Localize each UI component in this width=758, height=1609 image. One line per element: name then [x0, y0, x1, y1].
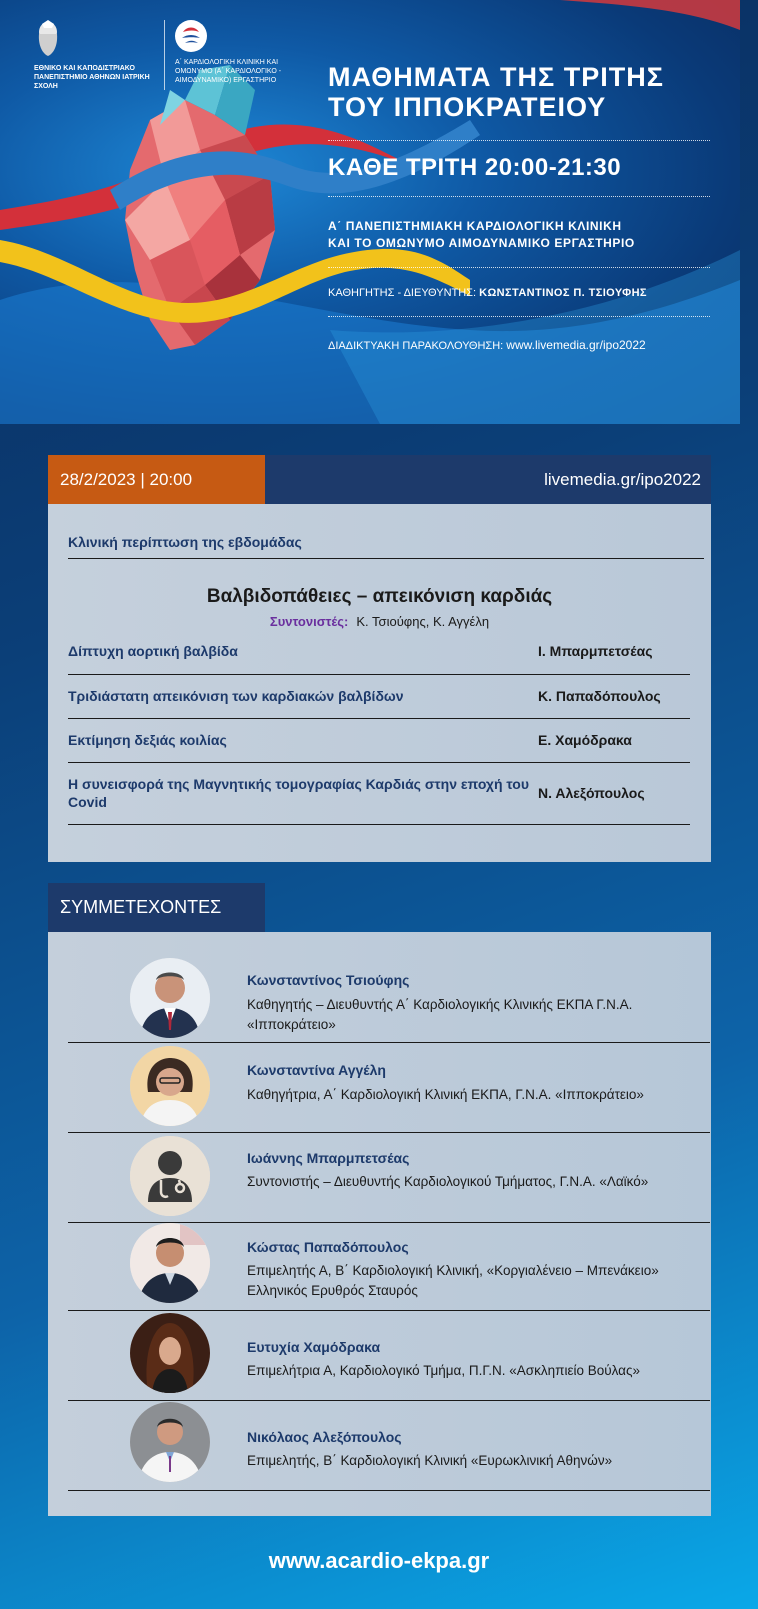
participant-name: Ευτυχία Χαμόδρακα — [247, 1339, 381, 1355]
avatar — [130, 958, 210, 1038]
section-title: Κλινική περίπτωση της εβδομάδας — [68, 534, 704, 559]
participant-name: Κωνσταντίνα Αγγέλη — [247, 1062, 386, 1078]
participant-role: Καθηγήτρια, Α΄ Καρδιολογική Κλινική ΕΚΠΑ, Γ.Ν.Α. «Ιπποκράτειο» — [247, 1087, 644, 1102]
university-logo — [34, 20, 154, 91]
participant-role: Επιμελήτρια Α, Καρδιολογικό Τμήμα, Π.Γ.Ν. «Ασκληπιείο Βούλας» — [247, 1363, 640, 1378]
logos — [34, 20, 315, 91]
divider — [328, 267, 710, 268]
clinic-logo-text: Α΄ ΚΑΡΔΙΟΛΟΓΙΚΗ ΚΛΙΝΙΚΗ ΚΑΙ ΟΜΩΝΥΜΟ (Α΄ ΚΑΡΔΙΟΛΟΓΙΚΟ - ΑΙΜΟΔΥΝΑΜΙΚΟ) ΕΡΓΑΣΤΗΡΙΟ — [175, 59, 282, 84]
talk-speaker: Κ. Παπαδόπουλος — [538, 688, 661, 704]
divider — [328, 140, 710, 141]
coordinators-label: Συντονιστές: — [269, 614, 349, 629]
participants-card — [48, 932, 711, 1516]
participant-name: Νικόλαος Αλεξόπουλος — [247, 1429, 402, 1445]
talk-speaker: Ι. Μπαρμπετσέας — [538, 643, 653, 659]
athena-crest-icon — [34, 20, 62, 58]
participants-heading: ΣΥΜΜΕΤΕΧΟΝΤΕΣ — [48, 883, 265, 932]
talk-row — [68, 674, 690, 719]
talk-row — [68, 762, 690, 825]
logo-divider — [164, 20, 165, 90]
divider — [328, 316, 710, 317]
livemedia-link[interactable]: livemedia.gr/ipo2022 — [544, 470, 701, 489]
talk-title: Τριδιάστατη απεικόνιση των καρδιακών βαλβίδων — [68, 688, 404, 704]
clinic-name: Α΄ ΠΑΝΕΠΙΣΤΗΜΙΑΚΗ ΚΑΡΔΙΟΛΟΓΙΚΗ ΚΛΙΝΙΚΗ ΚΑΙ ΤΟ ΟΜΩΝΥΜΟ ΑΙΜΟΔΥΝΑΜΙΚΟ ΕΡΓΑΣΤΗΡΙΟ — [328, 219, 635, 250]
participant-role: Καθηγητής – Διευθυντής Α΄ Καρδιολογικής Κλινικής ΕΚΠΑ Γ.Ν.Α. «Ιπποκράτειο» — [247, 997, 633, 1032]
divider — [328, 196, 710, 197]
talk-row — [68, 718, 690, 763]
participant-role: Συντονιστής – Διευθυντής Καρδιολογικού Τμήματος, Γ.Ν.Α. «Λαϊκό» — [247, 1174, 649, 1189]
schedule-text: ΚΑΘΕ ΤΡΙΤΗ 20:00-21:30 — [328, 154, 622, 181]
header-banner — [0, 0, 740, 424]
professor-line: ΚΑΘΗΓΗΤΗΣ - ΔΙΕΥΘΥΝΤΗΣ: ΚΩΝΣΤΑΝΤΙΝΟΣ Π. ΤΣΙΟΥΦΗΣ — [328, 287, 647, 299]
avatar — [130, 1402, 210, 1482]
clinic-logo — [175, 20, 315, 91]
professor-name: ΚΩΝΣΤΑΝΤΙΝΟΣ Π. ΤΣΙΟΥΦΗΣ — [479, 287, 647, 299]
program-header — [48, 455, 711, 504]
participant-name: Κωνσταντίνος Τσιούφης — [247, 972, 410, 988]
university-logo-text: ΕΘΝΙΚΟ ΚΑΙ ΚΑΠΟΔΙΣΤΡΙΑΚΟ ΠΑΝΕΠΙΣΤΗΜΙΟ ΑΘΗΝΩΝ ΙΑΤΡΙΚΗ ΣΧΟΛΗ — [34, 65, 150, 90]
participant-role: Επιμελητής Α, Β΄ Καρδιολογική Κλινική, «Κοργιαλένειο – Μπενάκειο» Ελληνικός Ερυθρός Σταυρός — [247, 1263, 659, 1298]
session-theme: Βαλβιδοπάθειες – απεικόνιση καρδιάς — [206, 586, 553, 607]
talk-row — [68, 628, 690, 675]
talk-speaker: Ε. Χαμόδρακα — [538, 732, 632, 748]
talk-speaker: Ν. Αλεξόπουλος — [538, 785, 645, 801]
participant-name: Ιωάννης Μπαρμπετσέας — [247, 1150, 410, 1166]
talk-title: Η συνεισφορά της Μαγνητικής τομογραφίας Καρδιάς στην εποχή του Covid — [68, 776, 529, 810]
avatar — [130, 1313, 210, 1393]
footer-website-link[interactable]: www.acardio-ekpa.gr — [268, 1548, 490, 1573]
online-url-link[interactable]: www.livemedia.gr/ipo2022 — [506, 338, 646, 352]
coordinators: Συντονιστές: Κ. Τσιούφης, Κ. Αγγέλη — [269, 614, 490, 629]
banner-title: ΜΑΘΗΜΑΤΑ ΤΗΣ ΤΡΙΤΗΣ ΤΟΥ ΙΠΠΟΚΡΑΤΕΙΟΥ — [328, 62, 664, 122]
talk-title: Εκτίμηση δεξιάς κοιλίας — [68, 732, 227, 748]
clinic-roundel-icon — [175, 20, 207, 52]
program-card — [48, 504, 711, 862]
avatar — [130, 1046, 210, 1126]
participant-name: Κώστας Παπαδόπουλος — [247, 1239, 409, 1255]
doctor-placeholder-icon — [130, 1136, 210, 1216]
participant-role: Επιμελητής, Β΄ Καρδιολογική Κλινική «Ευρωκλινική Αθηνών» — [247, 1453, 613, 1468]
avatar — [130, 1223, 210, 1303]
talk-title: Δίπτυχη αορτική βαλβίδα — [68, 643, 238, 659]
event-date: 28/2/2023 | 20:00 — [48, 455, 265, 504]
online-line: ΔΙΑΔΙΚΤΥΑΚΗ ΠΑΡΑΚΟΛΟΥΘΗΣΗ: www.livemedia.gr/ipo2022 — [328, 338, 646, 352]
